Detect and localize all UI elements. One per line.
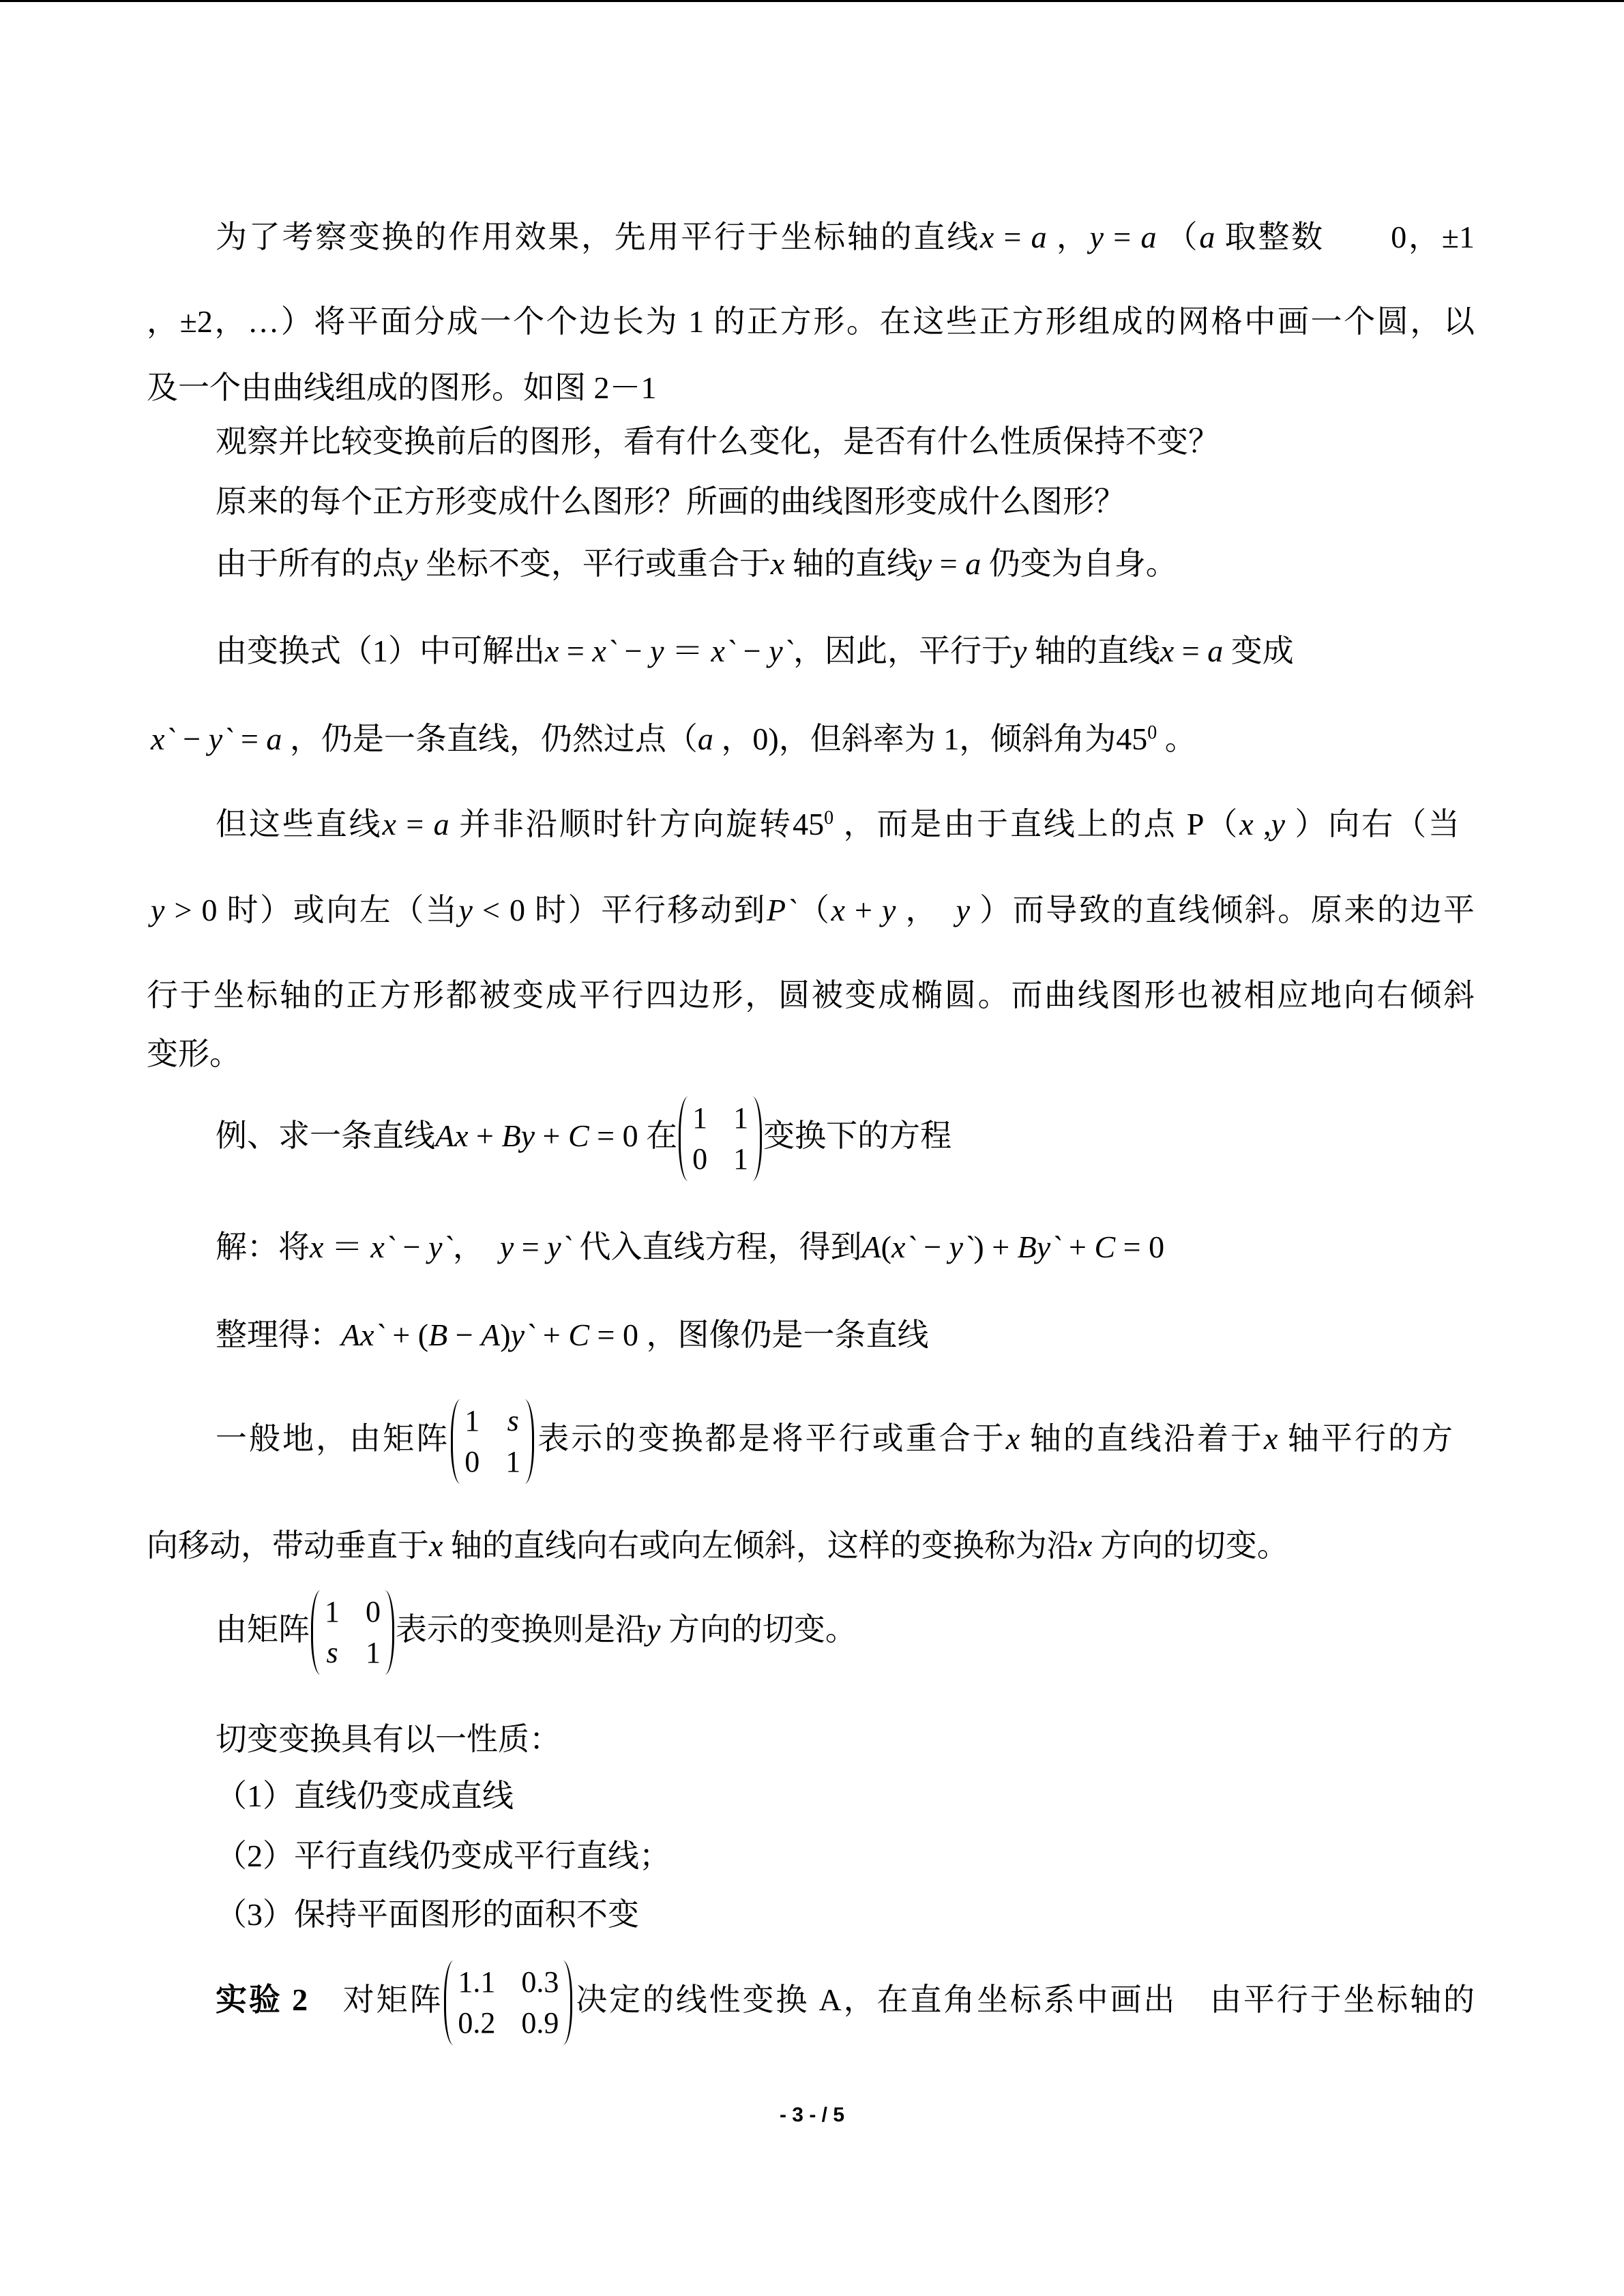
text-segment: + — [468, 1118, 502, 1153]
text-segment: 方向的切变。 — [660, 1612, 857, 1647]
text-segment: − — [915, 1229, 949, 1264]
text-line — [147, 368, 657, 408]
math-variable: y — [499, 1229, 514, 1264]
text-segment: 变形。 — [147, 1037, 241, 1071]
math-variable: B — [428, 1317, 448, 1352]
matrix-cell: 0.2 — [458, 2006, 496, 2040]
text-segment: 原来的每个正方形变成什么图形？所画的曲线图形变成什么图形？ — [216, 484, 1125, 519]
text-segment: − — [617, 633, 651, 668]
text-segment: 为了考察变换的作用效果，先用平行于坐标轴的直线 — [216, 220, 980, 254]
math-variable: x — [382, 807, 396, 841]
page-top-border — [0, 0, 1624, 2]
text-segment: < 0 时）平行移动到 — [472, 893, 767, 927]
text-segment: 一般地，由矩阵 — [216, 1421, 450, 1456]
text-segment: + — [844, 893, 883, 927]
list-item — [216, 1894, 639, 1935]
math-variable: By — [501, 1118, 535, 1153]
math-variable: x` — [151, 721, 175, 756]
text-segment: = 0 ，图像仍是一条直线 — [589, 1317, 929, 1352]
math-variable: A — [481, 1317, 501, 1352]
math-variable: a — [1031, 220, 1047, 254]
degree-superscript: 0 — [1147, 722, 1157, 743]
matrix — [444, 1960, 572, 2045]
text-segment: 向移动，带动垂直于 — [147, 1528, 429, 1563]
matrix-cell: 1 — [692, 1101, 708, 1135]
matrix-cell: 1 — [366, 1636, 381, 1670]
math-variable: a — [697, 721, 713, 756]
math-variable: x` — [592, 633, 617, 668]
math-variable: x — [770, 546, 785, 581]
text-segment: ，0)，但斜率为 1，倾斜角为 — [713, 721, 1117, 756]
text-segment: （2）平行直线仍变成平行直线； — [216, 1838, 670, 1873]
text-segment: 轴的直线 — [1027, 633, 1160, 668]
text-segment: + — [1061, 1229, 1095, 1264]
text-segment: ，而是由于直线上的点 P（ — [833, 807, 1240, 841]
math-variable: a — [1140, 220, 1157, 254]
text-line — [216, 804, 1460, 845]
text-line — [147, 975, 1475, 1016]
text-segment: （1）直线仍变成直线 — [216, 1778, 514, 1813]
text-line — [216, 631, 1294, 672]
text-segment: （ — [796, 893, 831, 927]
experiment-heading: 实验 2 — [216, 1982, 308, 2017]
text-segment: 仍变为自身。 — [981, 546, 1177, 581]
text-segment: 由于所有的点 — [216, 546, 404, 581]
math-variable: y — [917, 546, 932, 581]
math-variable: By` — [1017, 1229, 1061, 1264]
matrix-cell: s — [507, 1404, 519, 1438]
math-variable: P` — [767, 893, 797, 927]
text-segment: 45 — [793, 807, 825, 841]
text-segment: 并非沿顺时针方向旋转 — [449, 807, 793, 841]
list-item — [216, 1836, 670, 1877]
right-parenthesis — [752, 1097, 762, 1181]
text-segment: ＝ — [664, 633, 711, 668]
text-segment: （3）保持平面图形的面积不变 — [216, 1897, 639, 1932]
matrix — [311, 1590, 394, 1675]
right-parenthesis — [385, 1590, 394, 1675]
text-segment: （ — [1156, 220, 1200, 254]
text-segment: ，因此，平行于 — [793, 633, 1013, 668]
math-variable: y` — [547, 1229, 572, 1264]
text-segment: 轴平行的方 — [1278, 1421, 1453, 1456]
text-segment: 轴的直线 — [784, 546, 918, 581]
text-segment: = — [932, 546, 966, 581]
text-segment: + — [535, 1317, 569, 1352]
math-variable: y — [1012, 633, 1027, 668]
math-variable: C — [568, 1317, 589, 1352]
list-item — [216, 1776, 514, 1817]
text-segment: + ( — [384, 1317, 429, 1352]
math-variable: x — [1263, 1421, 1278, 1456]
matrix-cell: 1 — [325, 1595, 340, 1629]
text-segment: 观察并比较变换前后的图形，看有什么变化，是否有什么性质保持不变？ — [216, 424, 1220, 459]
text-segment: ，±2，…）将平面分成一个个边长为 1 的正方形。在这些正方形组成的网格中画一个圆，以 — [147, 304, 1475, 339]
right-parenthesis — [525, 1399, 534, 1484]
matrix — [679, 1097, 762, 1181]
left-parenthesis — [444, 1960, 454, 2045]
text-line — [147, 301, 1475, 342]
text-segment: 方向的切变。 — [1092, 1528, 1288, 1563]
math-variable: x — [1005, 1421, 1020, 1456]
math-variable: a — [1199, 220, 1215, 254]
text-segment: 表示的变换则是沿 — [396, 1612, 647, 1647]
text-segment: ( — [881, 1229, 891, 1264]
text-segment: 决定的线性变换 A，在直角坐标系中画出 由平行于坐标轴的 — [574, 1982, 1475, 2017]
text-line — [147, 1034, 241, 1075]
math-variable: x` — [891, 1229, 916, 1264]
math-variable: x — [1239, 807, 1254, 841]
matrix-cell: 0 — [366, 1595, 381, 1629]
text-segment: 变成 — [1223, 633, 1294, 668]
math-variable: x — [1078, 1528, 1093, 1563]
text-segment: 0，±1 — [1324, 220, 1475, 254]
text-segment: ，仍是一条直线，仍然过点（ — [282, 721, 698, 756]
math-variable: y` — [428, 1229, 453, 1264]
matrix — [451, 1399, 534, 1484]
matrix-cells — [454, 1960, 563, 2045]
math-variable: y` — [949, 1229, 974, 1264]
text-segment: − — [175, 721, 209, 756]
matrix-cell: 1 — [733, 1101, 749, 1135]
text-segment: 切变变换具有以一性质： — [216, 1722, 561, 1757]
degree-superscript: 0 — [824, 807, 834, 829]
text-segment: − — [447, 1317, 482, 1352]
text-line — [151, 719, 1196, 760]
math-variable: x` — [711, 633, 736, 668]
math-variable: A — [861, 1229, 881, 1264]
math-variable: x — [429, 1528, 443, 1563]
text-segment: = 0 — [1115, 1229, 1165, 1264]
text-segment: > 0 时）或向左（当 — [164, 893, 459, 927]
text-line — [216, 1965, 1475, 2040]
math-variable: x — [545, 633, 559, 668]
math-variable: C — [1094, 1229, 1116, 1264]
text-segment: 表示的变换都是将平行或重合于 — [535, 1421, 1006, 1456]
matrix-cell: 1 — [505, 1445, 521, 1479]
text-segment: 坐标不变，平行或重合于 — [417, 546, 771, 581]
text-segment: , — [1253, 807, 1271, 841]
text-segment: 。 — [1157, 721, 1196, 756]
text-line — [151, 890, 1475, 931]
math-variable: x — [310, 1229, 324, 1264]
text-segment: = — [1174, 633, 1208, 668]
math-variable: a — [433, 807, 449, 841]
text-line — [147, 1525, 1288, 1566]
text-segment: + — [534, 1118, 568, 1153]
math-variable: Ax — [435, 1118, 469, 1153]
math-variable: y — [647, 1612, 661, 1647]
math-variable: y — [1271, 807, 1286, 841]
matrix-cell: 1.1 — [458, 1965, 496, 1999]
left-parenthesis — [451, 1399, 460, 1484]
text-segment: 由矩阵 — [216, 1612, 310, 1647]
text-segment: = — [233, 721, 267, 756]
math-variable: y — [956, 893, 971, 927]
text-segment: 由变换式（1）中可解出 — [216, 633, 545, 668]
matrix-cell: 0 — [692, 1142, 708, 1176]
math-variable: Ax` — [341, 1317, 385, 1352]
text-line — [216, 1595, 857, 1670]
math-variable: y — [650, 633, 664, 668]
text-segment: 对矩阵 — [308, 1982, 443, 2017]
text-segment: − — [395, 1229, 429, 1264]
math-variable: a — [1207, 633, 1224, 668]
math-variable: x` — [370, 1229, 396, 1264]
text-line — [216, 217, 1475, 258]
math-variable: C — [567, 1118, 589, 1153]
text-line — [216, 481, 1125, 522]
text-segment: ) — [500, 1317, 511, 1352]
math-variable: y — [1089, 220, 1104, 254]
text-segment: 45 — [1116, 721, 1148, 756]
text-segment: − — [735, 633, 769, 668]
text-segment: ) + — [973, 1229, 1018, 1264]
text-segment: 变换下的方程 — [763, 1118, 952, 1153]
math-variable: y` — [208, 721, 233, 756]
page-number: - 3 - / 5 — [779, 2104, 845, 2126]
text-line — [216, 1315, 928, 1356]
math-variable: y` — [510, 1317, 535, 1352]
text-line — [216, 1101, 952, 1176]
text-segment: 行于坐标轴的正方形都被变成平行四边形，圆被变成椭圆。而曲线图形也被相应地向右倾斜 — [147, 978, 1475, 1013]
math-variable: y — [458, 893, 473, 927]
math-variable: a — [965, 546, 981, 581]
matrix-cell: 0.3 — [521, 1965, 559, 1999]
math-variable: x — [831, 893, 845, 927]
math-variable: y` — [769, 633, 793, 668]
text-line — [216, 421, 1220, 462]
text-segment: 但这些直线 — [216, 807, 383, 841]
text-segment: 代入直线方程，得到 — [572, 1229, 862, 1264]
math-variable: y — [404, 546, 418, 581]
text-line — [216, 1719, 561, 1760]
math-variable: y — [882, 893, 896, 927]
right-parenthesis — [563, 1960, 572, 2045]
text-segment: ＝ — [323, 1229, 371, 1264]
text-segment: ， — [896, 893, 956, 927]
text-line — [216, 543, 1177, 584]
text-segment: = — [559, 633, 593, 668]
text-segment: = 0 在 — [589, 1118, 678, 1153]
matrix-cell: 1 — [733, 1142, 749, 1176]
math-variable: y — [151, 893, 165, 927]
text-segment: 例、求一条直线 — [216, 1118, 435, 1153]
matrix-cell: 0.9 — [521, 2006, 559, 2040]
matrix-cell: 0 — [464, 1445, 480, 1479]
text-segment: 轴的直线沿着于 — [1020, 1421, 1264, 1456]
text-segment: 解：将 — [216, 1229, 310, 1264]
text-segment: ， — [452, 1229, 500, 1264]
text-line — [216, 1227, 1164, 1268]
text-segment: ）向右（当 — [1285, 807, 1460, 841]
matrix-cell: 1 — [464, 1404, 480, 1438]
text-segment: = — [994, 220, 1031, 254]
matrix-cell: s — [326, 1636, 338, 1670]
text-segment: = — [514, 1229, 548, 1264]
matrix-cells — [460, 1399, 525, 1484]
text-segment: ， — [1046, 220, 1090, 254]
text-segment: 轴的直线向右或向左倾斜，这样的变换称为沿 — [443, 1528, 1078, 1563]
left-parenthesis — [311, 1590, 321, 1675]
left-parenthesis — [679, 1097, 688, 1181]
text-segment: ）而导致的直线倾斜。原来的边平 — [970, 893, 1475, 927]
matrix-cells — [688, 1097, 752, 1181]
math-variable: a — [266, 721, 282, 756]
math-variable: x — [1160, 633, 1175, 668]
math-variable: x — [979, 220, 994, 254]
text-segment: 整理得： — [216, 1317, 341, 1352]
matrix-cells — [321, 1590, 385, 1675]
text-segment: 取整数 — [1215, 220, 1325, 254]
text-segment: = — [1104, 220, 1141, 254]
text-segment: 及一个由曲线组成的图形。如图 2－1 — [147, 370, 657, 405]
text-line — [216, 1404, 1453, 1479]
text-segment: = — [396, 807, 434, 841]
